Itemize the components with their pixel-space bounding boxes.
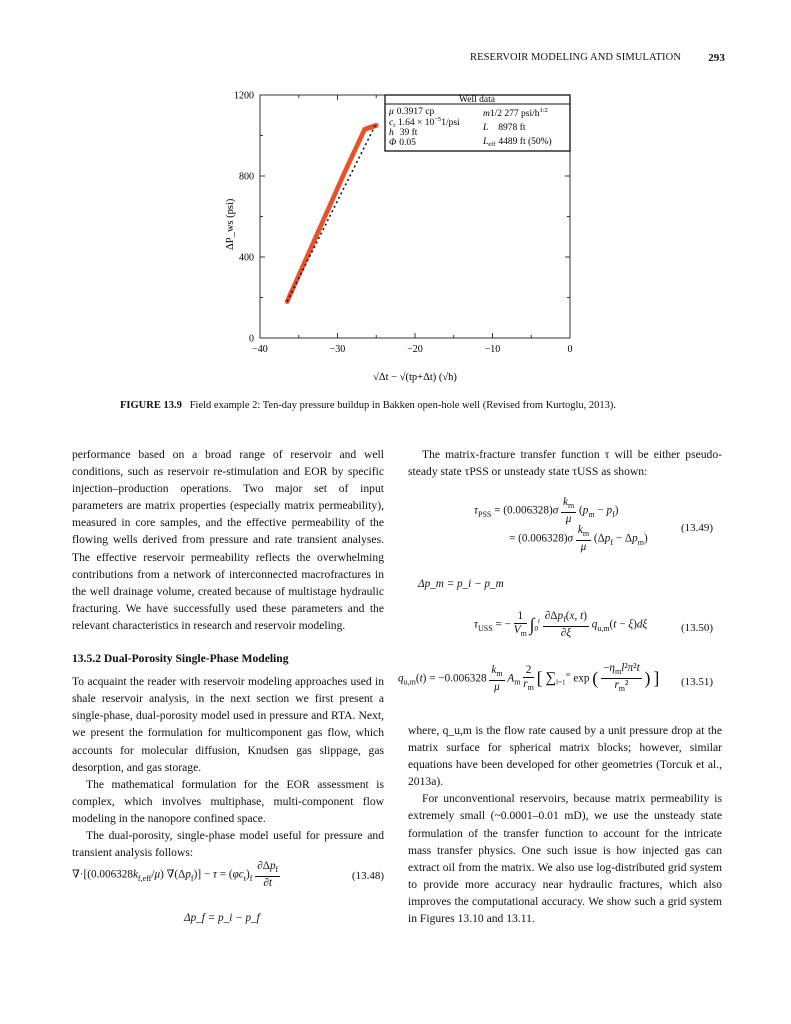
left-paragraph-1: performance based on a broad range of reservoir and well conditions, such as reservoir re-stimulation and EOR by specific injection–production operations. Two major set of input parameters are matrix properties (especially matrix permeability), measured in core samples, and the effective permeability of the flowing wells derived from pressure and rate transient analyses. The effective reservoir permeability reflects the overwhelming contributions from a network of interconnected macrofractures in the well drainage volume, created because of multistage hydraulic fracturing. We have successfully used these parameters and the relevant characteristics in research and reservoir modeling. — [72, 448, 384, 632]
legend-mu: μ 0.3917 cp — [389, 107, 435, 117]
legend-m: m1/2 277 psi/$h^{1/2}$ — [483, 107, 548, 119]
equation-13-51: $q_{u,m}(t) = -0.006328$ $\frac{k_m}{\mu}$ $A_m$ $\frac{2}{r_m}$ [ $\sum_{l=1}^\infty$ exp ( $\frac{-\eta_ml^2\pi^2t}{r_m^2}$ ) ] — [398, 662, 660, 694]
section-heading: 13.5.2 Dual-Porosity Single-Phase Modeling — [72, 652, 289, 666]
right-paragraph-3: For unconventional reservoirs, because matrix permeability is extremely small (~0.0001–0.01 mD), we use the unsteady state formulation of the transfer function to account for the intricate mass transfer physics. One such issue is how injected gas can extract oil from the matrix. We also use log-distributed grid system to provide more accuracy near hydraulic fractures, which also improves the computational accuracy. We show such a grid system in Figures 13.10 and 13.11. — [408, 792, 722, 926]
right-paragraph-2: where, q_u,m is the flow rate caused by a unit pressure drop at the matrix surface for spherical matrix blocks; however, similar equations have been developed for other geometries (Torcuk et al., 2013a). — [408, 724, 722, 789]
equation-13-50: $\tau_{USS}$ = − $\frac{1}{V_m}$ $\int_0^t$ $\frac{\partial\Delta p_f(x, t)}{\partial\xi}$ $q_{u,m}(t - \xi)d\xi$ — [474, 610, 648, 640]
legend-title: Well data — [459, 95, 495, 105]
legend-ct: $c_t$ $1.64 \times 10^{-5}1$/psi — [389, 116, 460, 129]
x-tick-label: −30 — [329, 344, 346, 355]
page-number: 293 — [708, 52, 725, 64]
left-paragraph-4: The dual-porosity, single-phase model useful for pressure and transient analysis follows: — [72, 828, 384, 860]
x-tick-label: −20 — [407, 344, 423, 355]
y-tick-label: 0 — [249, 333, 254, 345]
equation-dpm: Δp_m = p_i − p_m — [418, 578, 504, 590]
equation-13-49: $\tau_{PSS} = (0.006328)\sigma$ $\frac{k_m}{\mu}$ $(p_m - p_f)$ = (0.006328)σ $\frac{k_m}{\mu}$ $(\Delta p_f - \Delta p_m)$ — [474, 496, 648, 554]
equation-13-50-number: (13.50) — [681, 622, 714, 634]
well-data-legend — [385, 95, 570, 151]
running-header-title: RESERVOIR MODELING AND SIMULATION — [470, 52, 681, 63]
right-paragraph-1: The matrix-fracture transfer function τ will be either pseudo-steady state τPSS or unsteady state τUSS as shown: — [408, 448, 722, 479]
y-tick-label: 1200 — [234, 90, 254, 102]
equation-dpf: Δp_f = p_i − p_f — [184, 912, 260, 924]
y-tick-label: 400 — [239, 252, 254, 264]
y-tick-label: 800 — [239, 171, 254, 183]
right-column-bottom — [408, 722, 722, 927]
figure-label: FIGURE 13.9 — [120, 400, 182, 411]
left-paragraph-3: The mathematical formulation for the EOR assessment is complex, which involves multiphase, multi-component flow modeling in the nanopore confined space. — [72, 777, 384, 825]
running-header — [470, 52, 725, 63]
figure-caption — [120, 400, 720, 411]
equation-13-51-number: (13.51) — [681, 676, 714, 688]
x-axis-label: √Δt − √(tp+Δt) (√h) — [373, 372, 457, 383]
figure-caption-text: Field example 2: Ten-day pressure buildup in Bakken open-hole well (Revised from Kurtoglu, 2013). — [189, 400, 616, 411]
x-tick-label: −40 — [252, 344, 268, 355]
pressure-buildup-chart — [215, 80, 590, 390]
right-column-top — [408, 446, 722, 480]
legend-L: L 8978 ft — [483, 123, 526, 133]
equation-13-48: $\nabla\cdot[(0.006328k_{f,eff}/\mu) \nabla(\Delta p_f)] - \tau = (\varphi c_t)_f$ $\frac{\partial\Delta p_f}{\partial t}$ (13.48) — [72, 860, 384, 890]
measured-series — [285, 123, 379, 304]
legend-phi: Φ 0.05 — [389, 138, 416, 148]
y-tick-labels — [234, 91, 254, 345]
left-paragraph-2: To acquaint the reader with reservoir modeling approaches used in shale reservoir analysis, in the next section we first present a single-phase, dual-porosity model used in pressure and RTA. Next, we present the formulation for multicomponent gas flow, which accounts for molecular diffusion, Knudsen gas slippage, gas desorption, and gas storage. — [72, 675, 384, 774]
left-column — [72, 446, 384, 861]
equation-13-48-number: (13.48) — [351, 870, 384, 882]
equation-13-49-number: (13.49) — [681, 522, 714, 534]
y-axis-label: ΔP_ws (psi) — [225, 198, 236, 250]
x-tick-label: 0 — [567, 344, 573, 355]
legend-Leff: $L_{eff}$ 4489 ft (50%) — [483, 137, 552, 148]
x-tick-label: −10 — [484, 344, 501, 355]
x-tick-labels — [252, 344, 572, 355]
legend-h: h 39 ft — [389, 128, 418, 138]
